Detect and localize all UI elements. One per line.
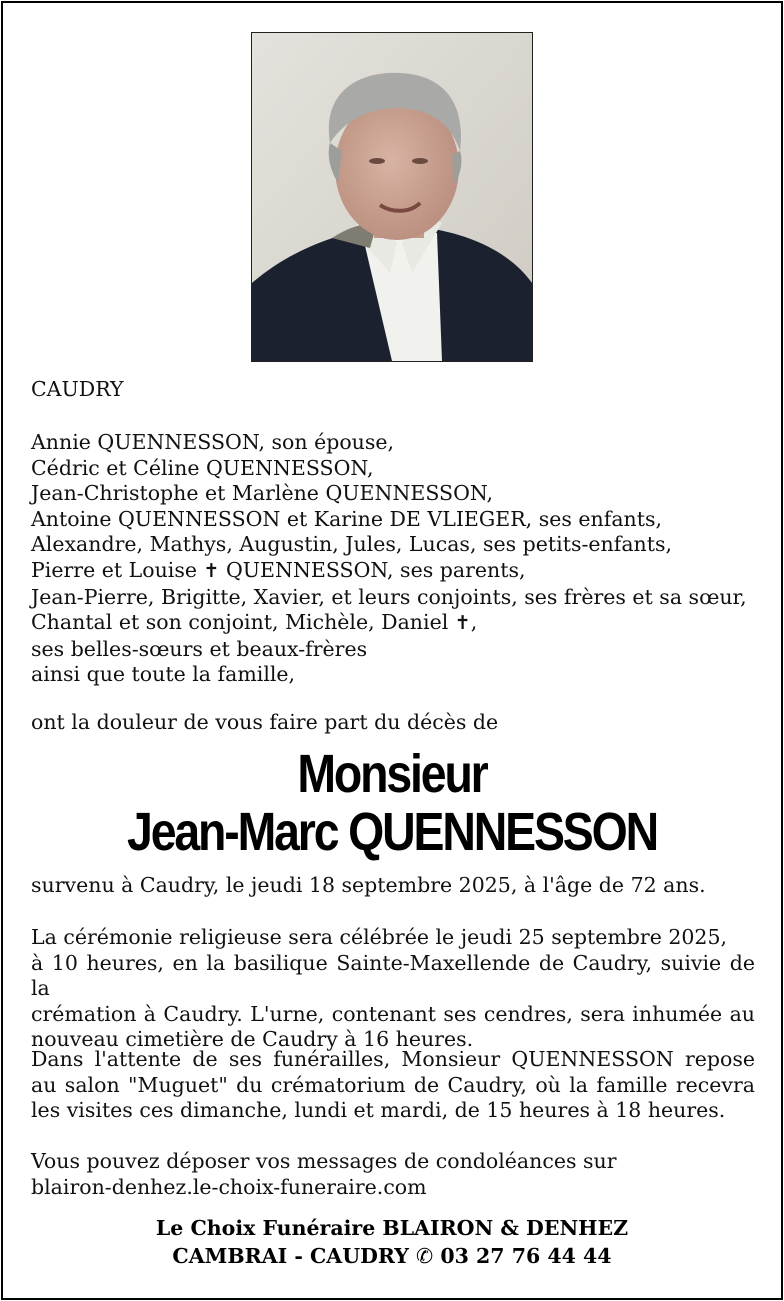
family-line: ses belles-sœurs et beaux-frères <box>31 636 368 661</box>
title: Monsieur <box>297 744 487 804</box>
condolences-paragraph <box>31 1149 755 1200</box>
visitation-line: Dans l'attente de ses funérailles, Monsieur QUENNESSON repose <box>31 1047 755 1071</box>
family-text: , <box>470 610 478 635</box>
family-line: Cédric et Céline QUENNESSON, <box>31 455 374 480</box>
funeral-company: Le Choix Funéraire BLAIRON & DENHEZ <box>155 1216 629 1240</box>
ceremony-line: nouveau cimetière de Caudry à 16 heures. <box>31 1027 474 1052</box>
death-info: survenu à Caudry, le jeudi 18 septembre 2025, à l'âge de 72 ans. <box>31 873 706 897</box>
cross-icon: ✝ <box>203 559 220 582</box>
phone-icon: ✆ <box>416 1244 434 1268</box>
family-text: Chantal et son conjoint, Michèle, Daniel <box>31 610 449 635</box>
cross-icon: ✝ <box>454 612 471 635</box>
portrait-photo <box>251 32 533 362</box>
family-text: Pierre et Louise <box>31 557 197 582</box>
family-line: Annie QUENNESSON, son épouse, <box>31 430 395 454</box>
location: CAUDRY <box>31 377 124 401</box>
family-line <box>31 610 755 637</box>
ceremony-line: crémation à Caudry. L'urne, contenant ses cendres, sera inhumée au <box>31 1001 755 1026</box>
family-line: Jean-Christophe et Marlène QUENNESSON, <box>31 481 494 506</box>
family-text: QUENNESSON, ses parents, <box>225 557 526 582</box>
family-line <box>31 558 755 585</box>
deceased-name: Jean-Marc QUENNESSON <box>127 802 657 862</box>
ceremony-line: La cérémonie religieuse sera célébrée le jeudi 25 septembre 2025, <box>31 925 728 949</box>
contact-line <box>0 1242 784 1270</box>
family-list <box>31 430 755 688</box>
family-line: ainsi que toute la famille, <box>31 662 296 687</box>
visitation-line: les visites ces dimanche, lundi et mardi, de 15 heures à 18 heures. <box>31 1098 726 1123</box>
footer <box>0 1214 784 1270</box>
family-line: Alexandre, Mathys, Augustin, Jules, Lucas, ses petits-enfants, <box>31 532 673 557</box>
family-line: Jean-Pierre, Brigitte, Xavier, et leurs conjoints, ses frères et sa sœur, <box>31 584 747 609</box>
family-line: Antoine QUENNESSON et Karine DE VLIEGER, ses enfants, <box>31 506 663 531</box>
ceremony-paragraph <box>31 925 755 1053</box>
cities: CAMBRAI - CAUDRY <box>172 1244 409 1268</box>
announcement: ont la douleur de vous faire part du décès de <box>31 710 499 734</box>
visitation-line: au salon "Muguet" du crématorium de Caudry, où la famille recevra <box>31 1072 755 1097</box>
visitation-paragraph <box>31 1047 755 1124</box>
condolences-url[interactable]: blairon-denhez.le-choix-funeraire.com <box>31 1174 427 1199</box>
ceremony-line: à 10 heures, en la basilique Sainte-Maxellende de Caudry, suivie de la <box>31 950 755 1001</box>
condolences-line: Vous pouvez déposer vos messages de condoléances sur <box>31 1149 617 1173</box>
phone-number[interactable]: 03 27 76 44 44 <box>440 1244 612 1268</box>
